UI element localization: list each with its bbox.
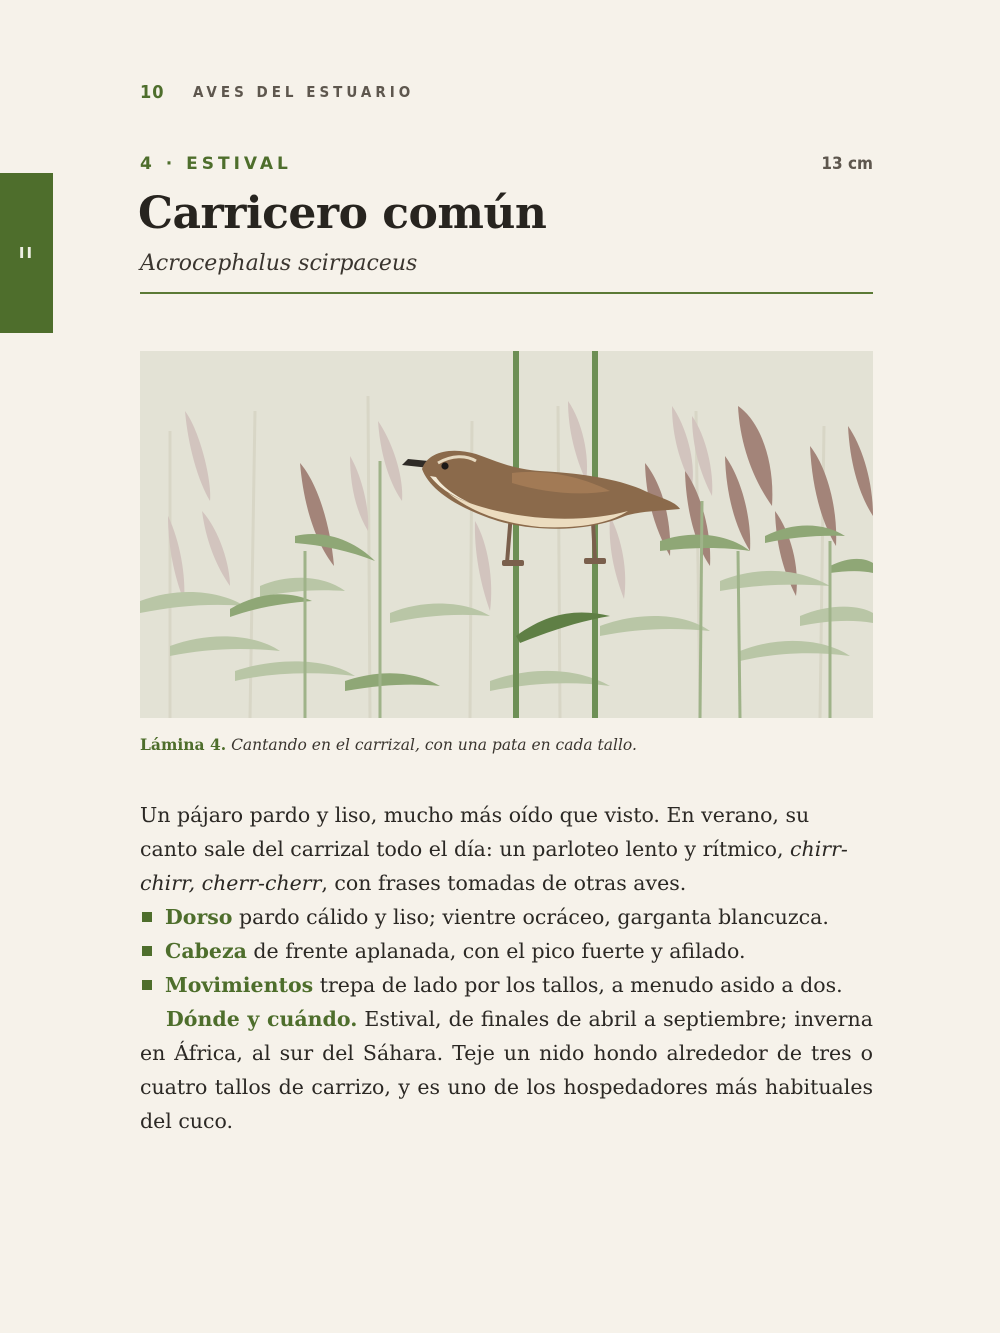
entry-kicker: 4 · ESTIVAL [140, 154, 292, 174]
intro-text-b: , con frases tomadas de otras aves. [321, 871, 687, 895]
plate-label: Lámina 4. [140, 735, 227, 754]
page-number: 10 [140, 81, 165, 103]
chapter-tab: II [0, 173, 53, 333]
entry-body [140, 798, 873, 1138]
feature-text: trepa de lado por los tallos, a menudo asido a dos. [313, 973, 843, 997]
feature-text: de frente aplanada, con el pico fuerte y afilado. [246, 939, 746, 963]
where-when-paragraph [140, 1002, 873, 1138]
song-transcription: chirr-chirr, cherr-cherr [140, 837, 848, 895]
where-when-text: Estival, de finales de abril a septiembre; inverna en África, al sur del Sáhara. Teje un nido hondo alrededor de tres o cuatro tallos de carrizo, y es uno de los hospedadores más habituales del cuco. [140, 1007, 873, 1133]
intro-paragraph [140, 798, 873, 900]
plate-caption [140, 735, 637, 754]
scientific-name: Acrocephalus scirpaceus [140, 251, 418, 276]
reed-warbler-illustration [140, 351, 873, 718]
feature-item [140, 934, 873, 968]
feature-list [140, 900, 873, 1002]
intro-text-a: Un pájaro pardo y liso, mucho más oído que visto. En verano, su canto sale del carrizal todo el día: un parloteo lento y rítmico, [140, 803, 810, 861]
square-bullet-icon [142, 912, 152, 922]
where-when-term: Dónde y cuándo. [166, 1007, 358, 1031]
feature-term: Cabeza [165, 939, 247, 963]
square-bullet-icon [142, 980, 152, 990]
book-title: AVES DEL ESTUARIO [193, 83, 415, 101]
plate-caption-text: Cantando en el carrizal, con una pata en cada tallo. [231, 736, 637, 754]
feature-term: Dorso [165, 905, 233, 929]
feature-text: pardo cálido y liso; vientre ocráceo, garganta blancuzca. [232, 905, 829, 929]
feature-term: Movimientos [165, 973, 314, 997]
running-head [140, 80, 414, 104]
bird-size: 13 cm [821, 154, 873, 174]
square-bullet-icon [142, 946, 152, 956]
feature-item [140, 968, 873, 1002]
title-rule [140, 292, 873, 294]
common-name: Carricero común [138, 188, 547, 239]
feature-item [140, 900, 873, 934]
